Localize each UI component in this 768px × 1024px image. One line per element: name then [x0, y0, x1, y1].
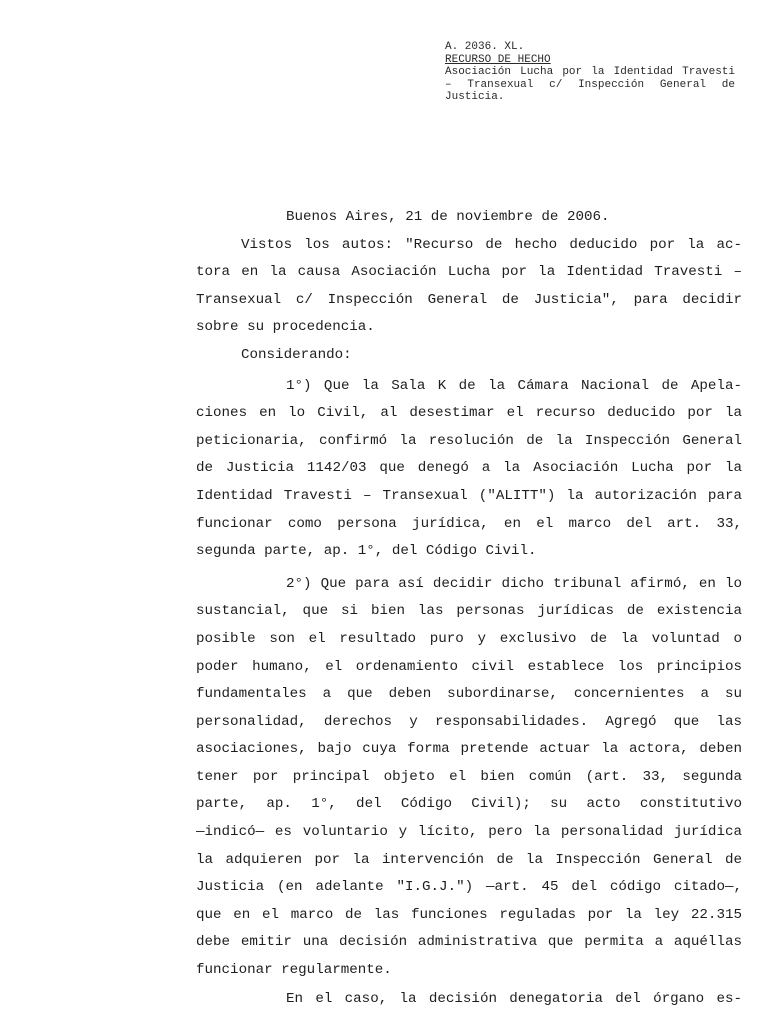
body-line: asociaciones, bajo cuya forma pretende actuar la actora, deben	[196, 741, 742, 758]
paragraph-vistos	[196, 232, 742, 342]
body-line: segunda parte, ap. 1°, del Código Civil.	[196, 543, 537, 560]
paragraph-date	[196, 204, 742, 232]
body-line: peticionaria, confirmó la resolución de la Inspección General	[196, 432, 742, 449]
body-line: parte, ap. 1°, del Código Civil); su acto constitutivo	[196, 796, 742, 813]
case-header	[445, 41, 735, 104]
paragraph-considerando-heading	[196, 342, 742, 370]
body-line: 1°) Que la Sala K de la Cámara Nacional de Apela-	[286, 377, 742, 394]
body-line: 2°) Que para así decidir dicho tribunal afirmó, en lo	[286, 575, 742, 592]
body-line: debe emitir una decisión administrativa que permita a aquéllas	[196, 934, 742, 951]
body-line: poder humano, el ordenamiento civil establece los principios	[196, 658, 742, 675]
body-line: fundamentales a que deben subordinarse, concernientes a su	[196, 686, 742, 703]
considerando-heading: Considerando:	[241, 346, 352, 363]
body-line: posible son el resultado puro y exclusivo de la voluntad o	[196, 630, 742, 647]
body-line: Vistos los autos: "Recurso de hecho deducido por la ac-	[241, 236, 742, 253]
paragraph-considerando-3	[196, 986, 742, 1014]
case-caption-line: Asociación Lucha por la Identidad Travesti	[445, 66, 735, 79]
body-line: funcionar regularmente.	[196, 962, 392, 979]
document-body	[196, 204, 742, 1013]
body-line: —indicó— es voluntario y lícito, pero la personalidad jurídica	[196, 824, 742, 841]
body-line: funcionar como persona jurídica, en el marco del art. 33,	[196, 515, 742, 532]
paragraph-considerando-1	[196, 373, 742, 566]
body-line: personalidad, derechos y responsabilidades. Agregó que las	[196, 713, 742, 730]
body-line: tora en la causa Asociación Lucha por la Identidad Travesti –	[196, 264, 742, 281]
body-line: Justicia (en adelante "I.G.J.") —art. 45 del código citado—,	[196, 879, 742, 896]
body-line: tener por principal objeto el bien común (art. 33, segunda	[196, 768, 742, 785]
case-caption	[445, 66, 735, 104]
body-line: de Justicia 1142/03 que denegó a la Asociación Lucha por la	[196, 460, 742, 477]
case-type: RECURSO DE HECHO	[445, 53, 551, 66]
case-caption-line: Justicia.	[445, 91, 505, 104]
body-line: la adquieren por la intervención de la Inspección General de	[196, 851, 742, 868]
body-line: sustancial, que si bien las personas jurídicas de existencia	[196, 603, 742, 620]
paragraph-considerando-2	[196, 571, 742, 985]
case-number: A. 2036. XL.	[445, 41, 525, 53]
body-line: En el caso, la decisión denegatoria del órgano es-	[286, 990, 742, 1007]
date-line: Buenos Aires, 21 de noviembre de 2006.	[286, 209, 610, 225]
body-line: que en el marco de las funciones reguladas por la ley 22.315	[196, 906, 742, 923]
body-line: ciones en lo Civil, al desestimar el recurso deducido por la	[196, 405, 742, 422]
body-line: sobre su procedencia.	[196, 319, 375, 336]
case-caption-line: – Transexual c/ Inspección General de	[445, 78, 735, 91]
body-line: Identidad Travesti – Transexual ("ALITT") la autorización para	[196, 487, 742, 504]
body-line: Transexual c/ Inspección General de Justicia", para decidir	[196, 291, 742, 308]
